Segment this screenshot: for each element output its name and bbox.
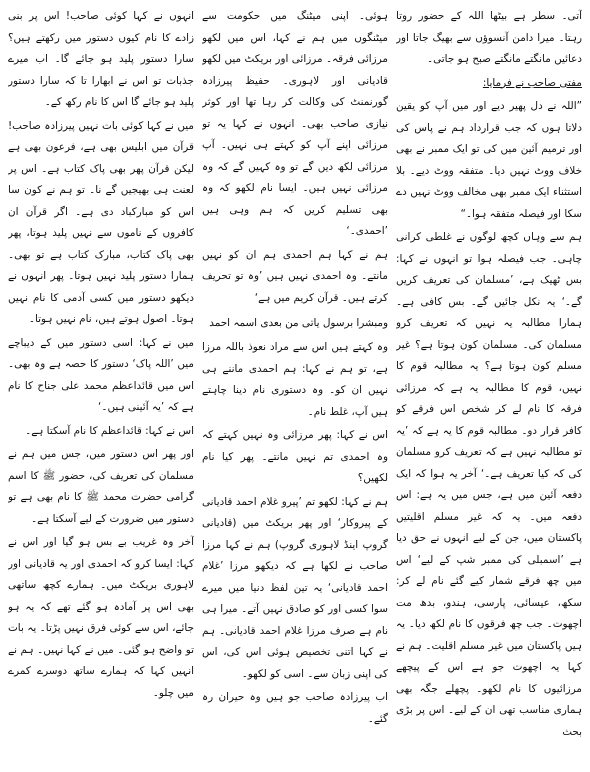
paragraph: ہم سے وہاں کچھ لوگوں نے غلطی کرانی چاہی۔ جب فیصلہ ہوا تو انہوں نے کہا: بس ٹھیک ہے، ’مسلمان کی تعریف کریں گے۔‘ یہ نکل جائیں گے۔ بس کافی ہے۔ ہمارا مطالبہ یہ نہیں کہ تعریف کرو مسلمان کی۔ مسلمان کون ہوتا ہے؟ غیر مسلم کون ہوتا ہے؟ یہ مطالبہ قوم کا نہیں، قوم کا مطالبہ یہ ہے کہ مرزائی فرقہ کا نام لے کر شخص اس فرقے کو کافر قرار دو۔ مطالبہ قوم کا یہ ہے کہ ’یہ تو مطالبہ نہیں ہے کہ تعریف کرو مسلمان کی کہ کیا تعریف ہے۔‘ آخر یہ ہوا کہ ایک دفعہ آئین میں ہے، جس میں یہ ہے: اس دفعہ میں۔ یہ کہ غیر مسلم اقلیتیں پاکستان میں، جن کے لیے انہوں نے حق دیا ہے ’اسمبلی کی ممبر شپ کے لیے‘ اس میں چھ فرقے شمار کیے گئے نام لے کر: سکھ، عیسائی، پارسی، ہندو، بدھ مت اچھوت۔ جب چھ فرقوں کا نام لکھ دیا۔ یہ ہیں پاکستان میں غیر مسلم اقلیت۔ ہم نے کہا یہ اچھوت جو ہے اس کے پیچھے مرزائیوں کا نام لکھو۔ پچھلے جگہ بھی ہماری مناسب تھی ان کے لیے۔ اس پر بڑی بحث — [396, 231, 582, 738]
paragraph: انہوں نے کہا کوئی صاحب! اس پر بنی زادے کا نام کیوں دستور میں رکھتے ہیں؟ سارا دستور پلید ہو جائے گا۔ اب میرے جذبات تو اس نے ابھارا تا کہ سارا دستور پلید ہو جائے گا اس کا نام رکھ کے۔ — [8, 10, 194, 108]
paragraph: آخر وہ غریب بے بس ہو گیا اور اس نے کہا: ایسا کرو کہ احمدی اور یہ قادیانی اور لاہوری بریکٹ میں۔ ہمارے کچھ ساتھی بھی اس پر آمادہ ہو گئے تھے کہ یہ ہو جائے، اس سے کوئی فرق نہیں پڑتا۔ یہ بات تو واضح ہو گئی۔ میں نے کہا نہیں۔ ہم نے انہیں کہا کہ ہمارے ساتھ دوسرے کمرے میں چلو۔ — [8, 536, 194, 699]
text-column-right — [396, 6, 582, 768]
paragraph: اس نے کہا: پھر مرزائی وہ نہیں کہتے کہ وہ احمدی تم نہیں مانتے۔ پھر کیا نام لکھیں؟ — [202, 429, 388, 484]
paragraph: اور پھر اس دستور میں، جس میں ہم نے مسلمان کی تعریف کی، حضور ﷺ کا اسم گرامی حضرت محمد ﷺ کا نام بھی ہے تو دستور میں ضرورت کے لیے آسکتا ہے۔ — [8, 448, 194, 525]
paragraph: میں نے کہا کوئی بات نہیں پیرزادہ صاحب! قرآن میں ابلیس بھی ہے، فرعون بھی ہے لیکن قرآن پھر بھی پاک کتاب ہے۔ اس پر لعنت ہی بھیجیں گے نا۔ تو ہم نے کون سا اس کو مبارکباد دی ہے۔ اگر قرآن ان کافروں کے ناموں سے نہیں پلید ہوتا، پھر بھی پاک کتاب، مبارک کتاب ہے تو بھی۔ ہمارا دستور پلید نہیں ہوتا۔ پھر انہوں نے دیکھو دستور میں کسی آدمی کا نام نہیں ہوتا۔ اصول ہوتے ہیں، نام نہیں ہوتا۔ — [8, 119, 194, 325]
paragraph: ہوئی۔ اپنی میٹنگ میں حکومت سے میٹنگوں میں ہم نے کہا، اس میں لکھو مرزائی فرقہ۔ مرزائی اور بریکٹ میں لکھو قادیانی اور لاہوری۔ حفیظ پیرزادہ گورنمنٹ کی وکالت کر رہا تھا اور کوثر نیازی صاحب بھی۔ انہوں نے کہا یہ تو مرزائی اپنے آپ کو کہتے ہی نہیں۔ آپ مرزائی لکھ دیں گے تو وہ کہیں گے کہ وہ مرزائی نہیں ہیں۔ ایسا نام لکھو کہ وہ بھی تسلیم کریں کہ ہم وہی ہیں ’احمدی۔‘ — [202, 10, 388, 237]
paragraph: آتی۔ سطر ہے بیٹھا اللہ کے حضور روتا رہتا۔ میرا دامن آنسوؤں سے بھیگ جاتا اور دعائیں مانگتے مانگتے صبح ہو جاتی۔ — [396, 10, 582, 65]
paragraph: وہ کہتے ہیں اس سے مراد نعوذ باللہ مرزا ہے، تو ہم نے کہا: ہم احمدی ماننے ہی نہیں ان کو۔ وہ دستوری نام دینا چاہتے ہیں آپ، غلط نام۔ — [202, 341, 388, 418]
paragraph: ہم نے کہا ہم احمدی ہم ان کو نہیں مانتے۔ وہ احمدی نہیں ہیں ’وہ تو تحریف کرتے ہیں۔ قرآن کریم میں ہے‘ — [202, 248, 388, 304]
text-column-middle — [202, 6, 388, 768]
paragraph: ہم نے کہا: لکھو تم ’پیرو غلام احمد قادیانی کے پیروکار‘ اور پھر بریکٹ میں (قادیانی گروپ اینڈ لاہوری گروپ) ہم نے کہا مرزا صاحب نے لکھا ہے کہ دیکھو مرزا ’غلام احمد قادیانی‘ یہ تین لفظ دنیا میں میرے سوا کسی اور کو صادق نہیں آتے۔ میرا ہی نام ہے صرف مرزا غلام احمد قادیانی۔ ہم نے کہا اتنی تخصیص ہوئی اس کی، اس کی اپنی زبان سے۔ اسی کو لکھو۔ — [202, 495, 388, 680]
paragraph: میں نے کہا: اسی دستور میں کے دیباچے میں ’اللہ پاک‘ دستور کا حصہ ہے وہ بھی۔ اس میں قائداعظم محمد علی جناح کا نام ہے کہ ’یہ آئینی ہیں۔‘ — [8, 336, 194, 413]
paragraph: اب پیرزادہ صاحب جو ہیں وہ حیران رہ گئے۔ — [202, 691, 388, 725]
speaker-heading: مفتی صاحب نے فرمایا: — [482, 76, 582, 89]
text-column-left — [8, 6, 194, 768]
paragraph: اس نے کہا: قائداعظم کا نام آسکتا ہے۔ — [25, 424, 194, 437]
paragraph: ”اللہ نے دل پھیر دیے اور میں آپ کو یقین دلاتا ہوں کہ جب قرارداد ہم نے پاس کی اور ترمیم آئین میں کی تو ایک ممبر نے بھی خلاف ووٹ نہیں دیا۔ متفقہ ووٹ دیے۔ بلا استثناء ایک ممبر بھی مخالف ووٹ نہیں دے سکا اور فیصلہ متفقہ ہوا۔“ — [396, 100, 582, 220]
quran-verse-text: ومبشرا برسول یاتی من بعدی اسمہ احمد — [209, 317, 388, 329]
